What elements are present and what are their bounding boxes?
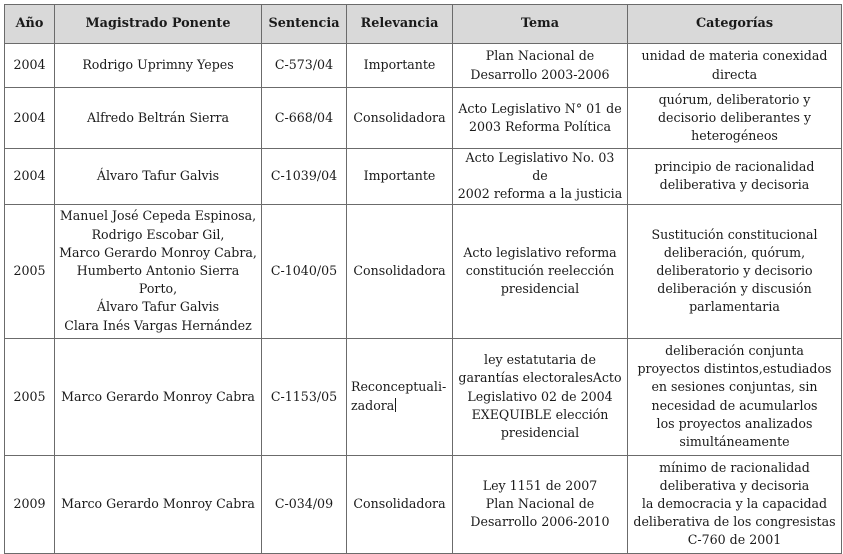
cell-year: 2005 xyxy=(5,204,55,338)
cell-relevancia xyxy=(347,455,453,553)
table-row xyxy=(5,44,842,88)
cell-categorias xyxy=(628,204,842,338)
cell-ponente-line: Rodrigo Escobar Gil, xyxy=(91,226,225,242)
cell-relevancia xyxy=(347,338,453,455)
cell-ponente xyxy=(55,204,262,338)
cell-categorias-line: decisorio deliberantes y xyxy=(657,109,812,125)
jurisprudence-table xyxy=(4,4,842,554)
table-row xyxy=(5,338,842,455)
cell-year: 2009 xyxy=(5,455,55,553)
cell-categorias xyxy=(628,338,842,455)
cell-ponente-line: Manuel José Cepeda Espinosa, xyxy=(59,208,257,224)
cell-tema-line: Ley 1151 de 2007 xyxy=(482,477,598,493)
cell-relevancia xyxy=(347,44,453,88)
cell-categorias-line: deliberativa de los congresistas xyxy=(633,514,836,530)
cell-categorias xyxy=(628,88,842,149)
cell-categorias xyxy=(628,44,842,88)
cell-tema-line: 2003 Reforma Política xyxy=(469,119,611,134)
cell-ponente xyxy=(55,338,262,455)
cell-ponente-line: Álvaro Tafur Galvis xyxy=(96,299,220,315)
cell-relevancia-line: Reconceptuali- xyxy=(351,379,447,395)
cell-ponente-line: Humberto Antonio Sierra xyxy=(76,263,240,278)
cell-tema-line: garantías electoralesActo xyxy=(458,370,622,386)
cell-tema xyxy=(453,88,628,149)
header-row xyxy=(5,5,842,44)
header-tema: Tema xyxy=(453,5,628,44)
cell-tema-line: Desarrollo 2003-2006 xyxy=(470,66,610,82)
cell-tema-line: Acto legislativo reforma xyxy=(463,244,617,260)
cell-ponente-line: Marco Gerardo Monroy Cabra, xyxy=(59,244,257,260)
cell-categorias-line: C-760 de 2001 xyxy=(687,532,782,548)
cell-relevancia-line: zadora xyxy=(351,397,395,413)
cell-tema-line: Acto Legislativo No. 03 de xyxy=(465,150,615,184)
cell-categorias-line: deliberación conjunta xyxy=(665,343,804,358)
cell-sentencia: C-034/09 xyxy=(262,455,347,553)
cell-relevancia xyxy=(347,149,453,205)
cell-ponente-line: Porto, xyxy=(138,281,178,297)
cell-year: 2004 xyxy=(5,149,55,205)
cell-tema-line: 2002 reforma a la justicia xyxy=(457,186,623,202)
cell-tema-line: Plan Nacional de xyxy=(485,48,595,64)
table-row xyxy=(5,455,842,553)
text-cursor-icon xyxy=(395,398,396,412)
cell-ponente xyxy=(55,44,262,88)
cell-relevancia-line: Consolidadora xyxy=(353,263,446,278)
cell-ponente-line: Álvaro Tafur Galvis xyxy=(96,168,220,184)
header-year: Año xyxy=(5,5,55,44)
cell-sentencia: C-573/04 xyxy=(262,44,347,88)
cell-year: 2005 xyxy=(5,338,55,455)
cell-categorias-line: Sustitución constitucional xyxy=(651,226,818,242)
cell-tema xyxy=(453,149,628,205)
cell-tema xyxy=(453,204,628,338)
cell-sentencia: C-1039/04 xyxy=(262,149,347,205)
cell-categorias-line: en sesiones conjuntas, sin xyxy=(651,379,818,395)
header-relevancia: Relevancia xyxy=(347,5,453,44)
cell-categorias xyxy=(628,455,842,553)
cell-tema xyxy=(453,338,628,455)
header-categorias: Categorías xyxy=(628,5,842,44)
cell-categorias-line: directa xyxy=(711,66,758,82)
cell-ponente xyxy=(55,149,262,205)
header-ponente: Magistrado Ponente xyxy=(55,5,262,44)
cell-tema-line: Desarrollo 2006-2010 xyxy=(470,514,610,530)
header-sentencia: Sentencia xyxy=(262,5,347,44)
cell-ponente-line: Marco Gerardo Monroy Cabra xyxy=(61,388,255,404)
cell-categorias-line: la democracia y la capacidad xyxy=(641,496,828,511)
cell-sentencia: C-1040/05 xyxy=(262,204,347,338)
cell-categorias xyxy=(628,149,842,205)
cell-sentencia: C-668/04 xyxy=(262,88,347,149)
cell-categorias-line: proyectos distintos,estudiados xyxy=(637,361,832,377)
cell-categorias-line: necesidad de acumularlos xyxy=(651,397,818,413)
cell-year: 2004 xyxy=(5,88,55,149)
cell-categorias-line: quórum, deliberatorio y xyxy=(658,91,811,107)
cell-tema-line: Legislativo 02 de 2004 xyxy=(467,388,613,404)
cell-tema-line: constitución reelección xyxy=(465,263,615,278)
cell-tema-line: presidencial xyxy=(500,424,580,440)
cell-relevancia-line: Consolidadora xyxy=(353,109,446,125)
cell-categorias-line: deliberatorio y decisorio xyxy=(656,263,813,278)
cell-categorias-line: deliberativa y decisoria xyxy=(659,477,810,493)
cell-categorias-line: los proyectos analizados xyxy=(656,415,813,431)
cell-tema-line: ley estatutaria de xyxy=(484,352,596,368)
cell-categorias-line: unidad de materia conexidad xyxy=(641,48,828,64)
cell-categorias-line: heterogéneos xyxy=(691,128,778,144)
cell-categorias-line: mínimo de racionalidad xyxy=(659,459,810,475)
cell-relevancia-line: Importante xyxy=(363,168,436,184)
cell-relevancia xyxy=(347,88,453,149)
cell-ponente-line: Alfredo Beltrán Sierra xyxy=(87,109,229,125)
table-body xyxy=(5,44,842,554)
cell-tema-line: Plan Nacional de xyxy=(485,496,595,511)
cell-categorias-line: deliberación, quórum, xyxy=(663,244,806,260)
table-row xyxy=(5,149,842,205)
cell-relevancia xyxy=(347,204,453,338)
cell-relevancia-line: Importante xyxy=(363,57,436,73)
cell-categorias-line: parlamentaria xyxy=(689,299,780,315)
cell-tema-line: presidencial xyxy=(500,281,580,297)
cell-categorias-line: deliberación y discusión xyxy=(657,281,812,297)
cell-ponente-line: Marco Gerardo Monroy Cabra xyxy=(61,496,255,511)
cell-categorias-line: simultáneamente xyxy=(679,434,790,450)
cell-tema-line: Acto Legislativo N° 01 de xyxy=(458,100,622,116)
cell-tema-line: EXEQUIBLE elección xyxy=(471,406,609,422)
cell-year: 2004 xyxy=(5,44,55,88)
cell-ponente-line: Rodrigo Uprimny Yepes xyxy=(82,57,234,73)
cell-ponente xyxy=(55,88,262,149)
cell-ponente xyxy=(55,455,262,553)
cell-relevancia-line: Consolidadora xyxy=(353,496,446,511)
cell-categorias-line: deliberativa y decisoria xyxy=(659,177,810,193)
cell-categorias-line: principio de racionalidad xyxy=(654,159,815,175)
table-row xyxy=(5,204,842,338)
cell-sentencia: C-1153/05 xyxy=(262,338,347,455)
cell-tema xyxy=(453,44,628,88)
cell-tema xyxy=(453,455,628,553)
table-row xyxy=(5,88,842,149)
cell-ponente-line: Clara Inés Vargas Hernández xyxy=(64,317,252,333)
